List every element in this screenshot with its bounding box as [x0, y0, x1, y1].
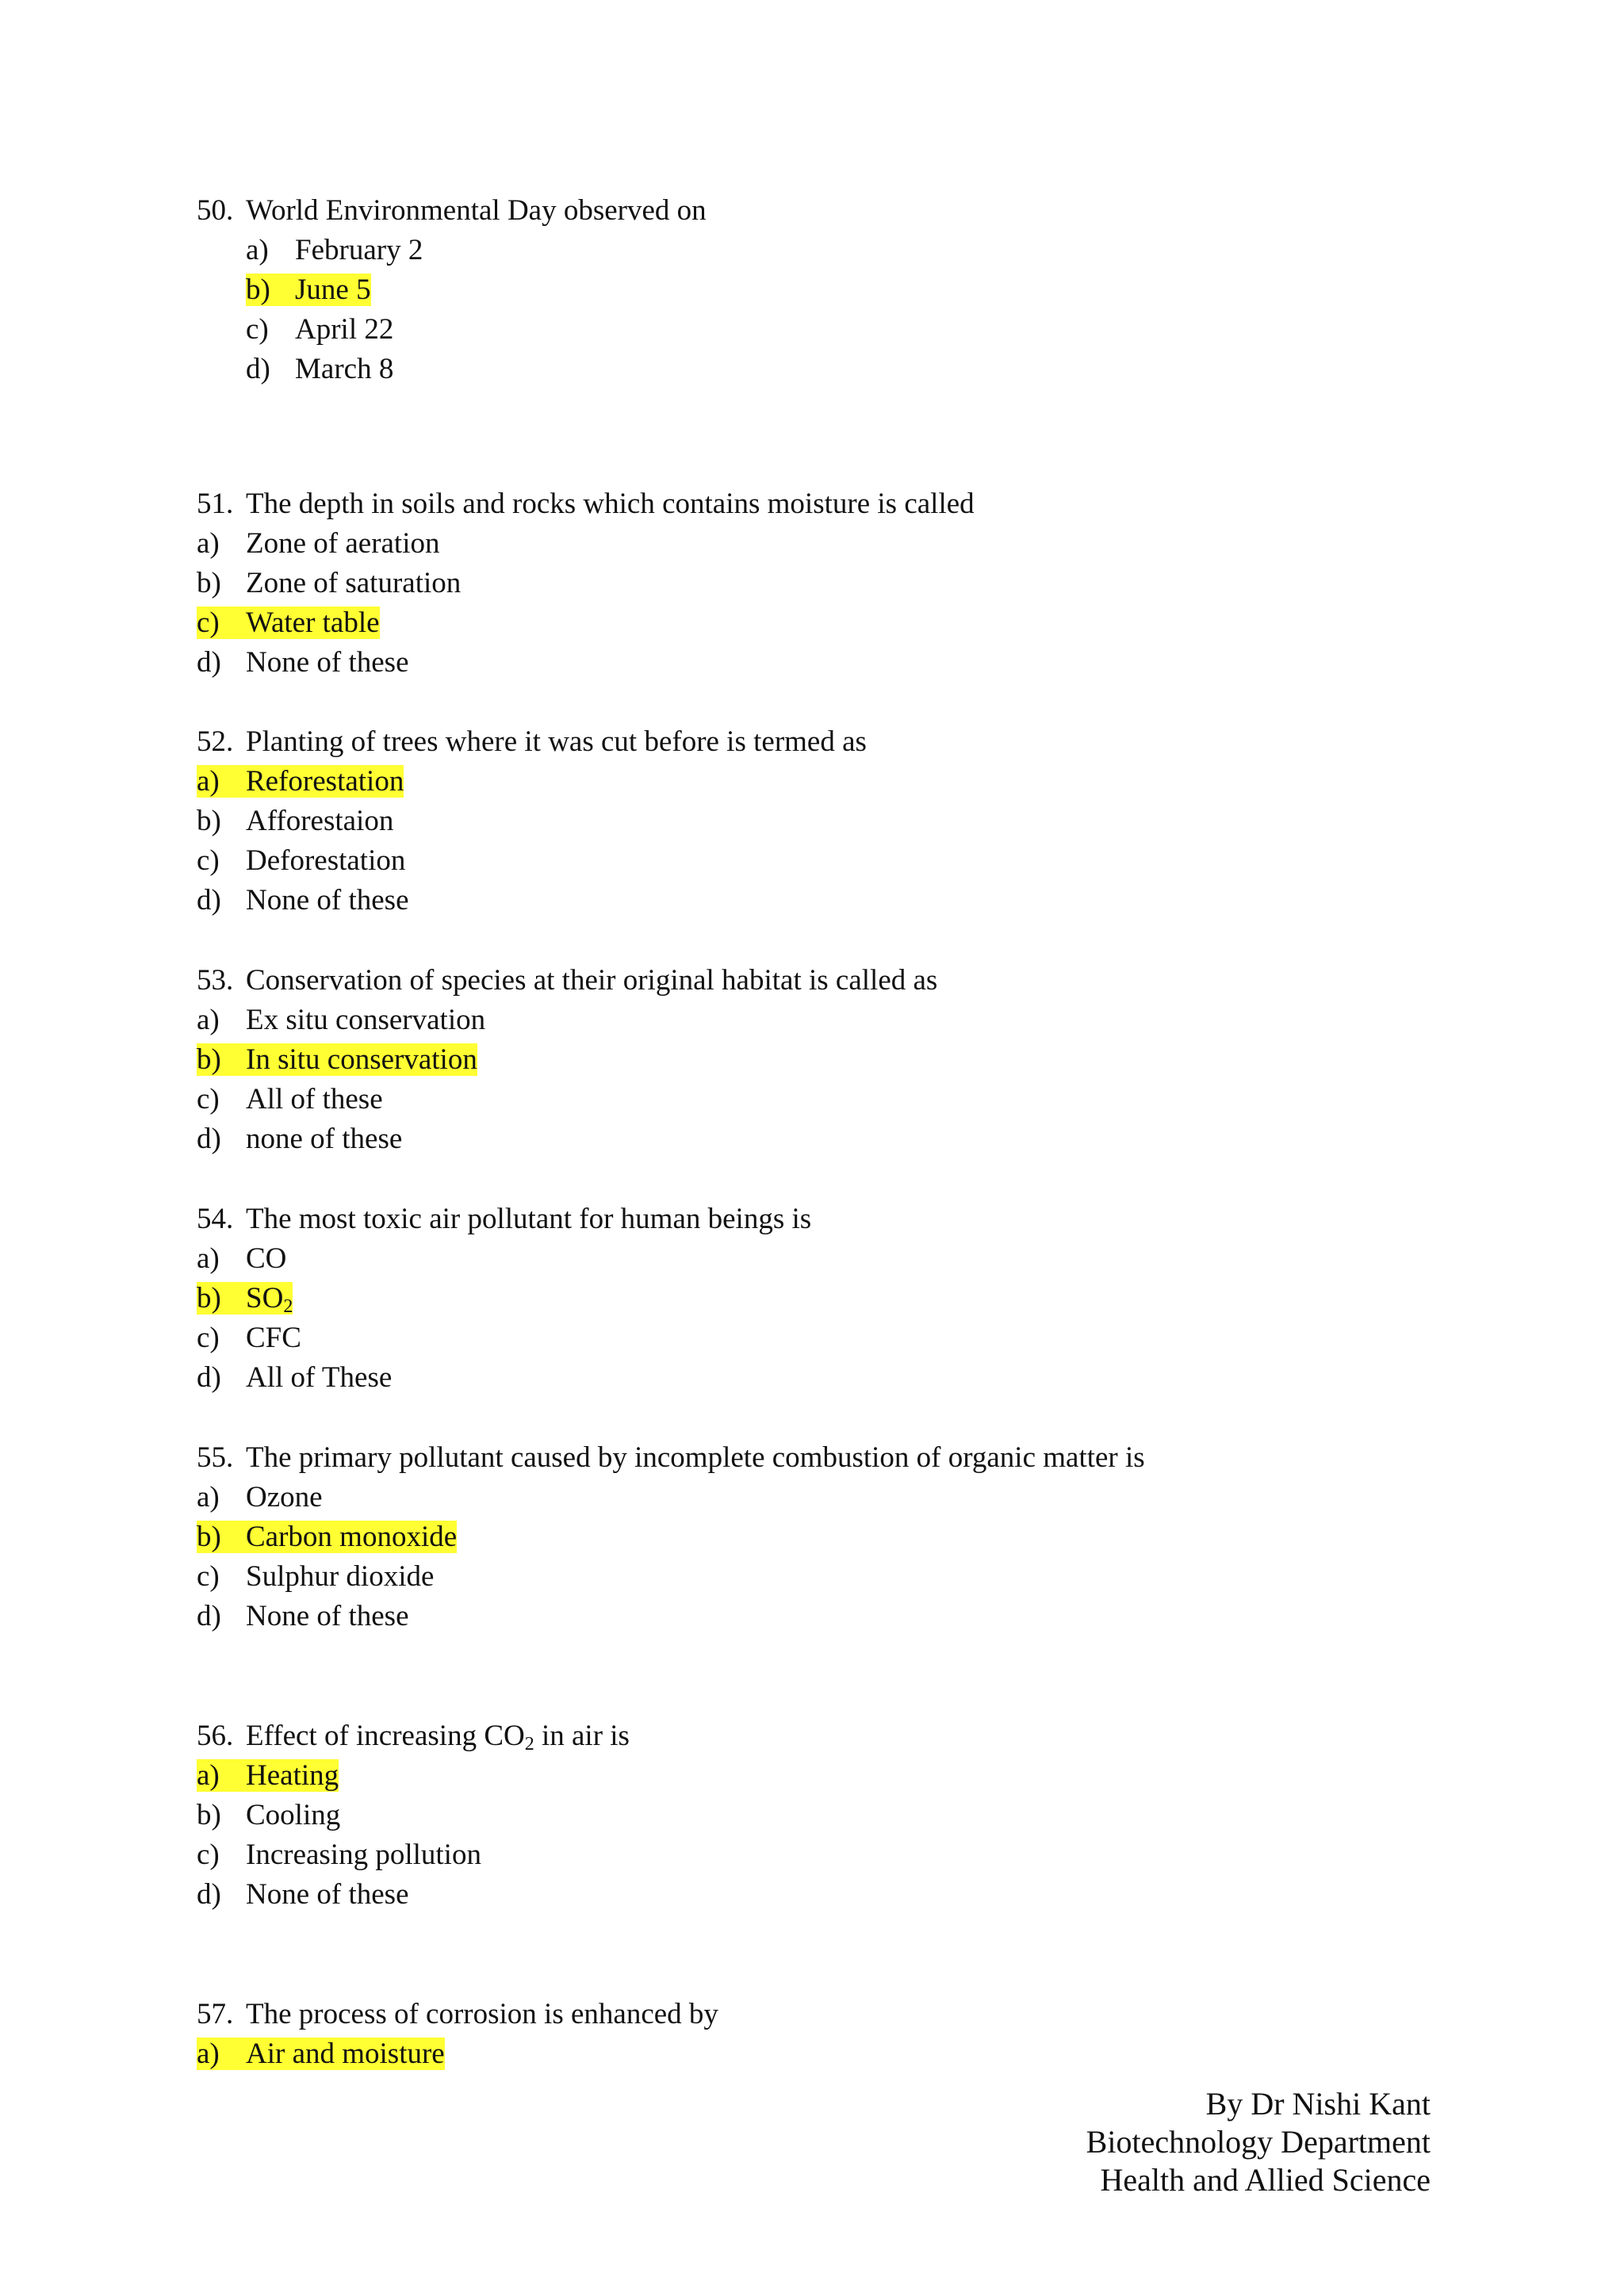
option-d: d) None of these: [197, 884, 409, 916]
option-a: a) February 2: [246, 234, 423, 266]
author-name: By Dr Nishi Kant: [1205, 2086, 1431, 2122]
option-b: b) Cooling: [197, 1799, 341, 1831]
author-footer: [1086, 2085, 1431, 2199]
question-number: 57.: [197, 1998, 234, 2030]
question-text: World Environmental Day observed on: [246, 194, 707, 227]
option-a: a) Ex situ conservation: [197, 1004, 486, 1036]
option-d: d) None of these: [197, 646, 409, 679]
question-text: The process of corrosion is enhanced by: [246, 1998, 718, 2030]
question-text: Conservation of species at their original habitat is called as: [246, 964, 938, 997]
question-number: 53.: [197, 964, 234, 997]
option-c: c) April 22: [246, 313, 394, 346]
question-number: 50.: [197, 194, 234, 227]
option-a-answer: a) Reforestation: [197, 765, 404, 798]
question-number: 52.: [197, 725, 234, 758]
option-b-answer: b) $SO_2$: [197, 1282, 293, 1317]
option-b-answer: b) In situ conservation: [197, 1043, 477, 1076]
option-a: a) Ozone: [197, 1481, 323, 1513]
option-d: d) None of these: [197, 1600, 409, 1632]
question-number: 54.: [197, 1203, 234, 1235]
option-d: d) none of these: [197, 1123, 403, 1155]
question-text: The primary pollutant caused by incomplete combustion of organic matter is: [246, 1441, 1145, 1474]
option-c: c) Increasing pollution: [197, 1839, 481, 1871]
option-a: a) CO: [197, 1242, 287, 1275]
option-b: b) Afforestaion: [197, 805, 394, 837]
option-d: d) March 8: [246, 353, 394, 385]
question-number: 56.: [197, 1720, 234, 1752]
question-text: The most toxic air pollutant for human beings is: [246, 1203, 812, 1235]
question-number: 55.: [197, 1441, 234, 1474]
option-c: c) All of these: [197, 1083, 383, 1115]
department-name: Biotechnology Department: [1086, 2124, 1431, 2160]
option-c: c) CFC: [197, 1322, 301, 1354]
option-a-answer: a) Heating: [197, 1759, 339, 1792]
question-text: Effect of increasing $CO_2$ in air is: [246, 1720, 630, 1755]
question-number: 51.: [197, 488, 234, 520]
option-b-answer: b) June 5: [246, 274, 371, 306]
option-b: b) Zone of saturation: [197, 567, 462, 599]
option-d: d) None of these: [197, 1878, 409, 1911]
question-text: The depth in soils and rocks which contains moisture is called: [246, 488, 975, 520]
option-a-answer: a) Air and moisture: [197, 2038, 445, 2070]
option-c-answer: c) Water table: [197, 607, 380, 639]
option-c: c) Deforestation: [197, 844, 406, 877]
option-a: a) Zone of aeration: [197, 527, 440, 560]
subscript: 2: [283, 1296, 293, 1317]
subscript: 2: [524, 1734, 534, 1755]
question-text: Planting of trees where it was cut before is termed as: [246, 725, 867, 758]
option-c: c) Sulphur dioxide: [197, 1560, 435, 1593]
option-d: d) All of These: [197, 1361, 393, 1394]
faculty-name: Health and Allied Science: [1100, 2162, 1431, 2198]
option-b-answer: b) Carbon monoxide: [197, 1521, 458, 1553]
